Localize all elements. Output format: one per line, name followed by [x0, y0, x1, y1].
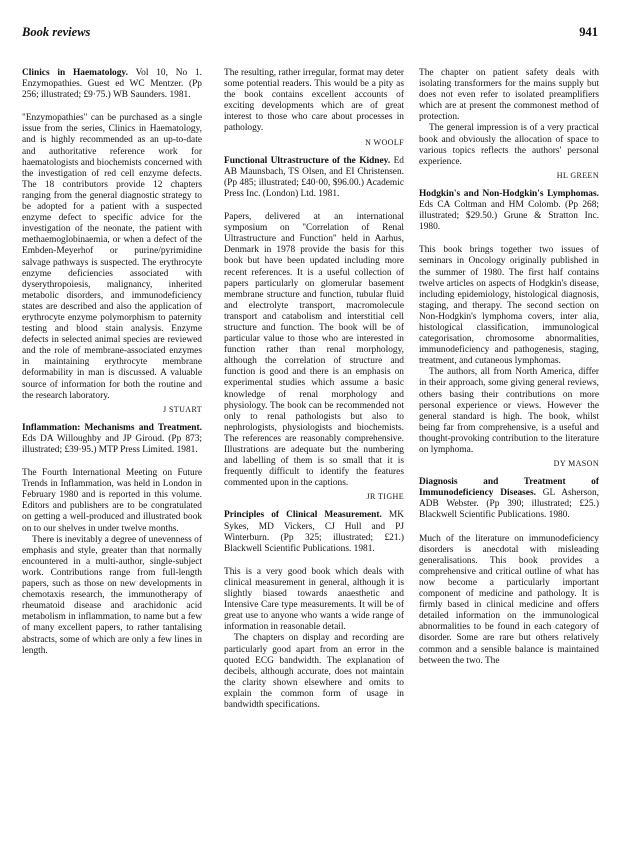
reviewer-name: N WOOLF — [365, 137, 404, 147]
review-immunodeficiency — [419, 477, 599, 667]
review-clinics-haematology — [22, 68, 202, 415]
review-body — [224, 212, 404, 489]
review-paragraph: The general impression is of a very practical book and obviously the allocation of space to various topics reflects the authors' personal experience. — [419, 123, 599, 167]
review-body — [22, 468, 202, 657]
reviewer-name: DY MASON — [553, 459, 599, 469]
column-3 — [419, 68, 599, 675]
book-info: MK Sykes, MD Vickers, CJ Hull and PJ Winterburn. (Pp 325; illustrated; £21.) Blackwell Scientific Publications. 1981. — [224, 510, 404, 554]
review-body — [419, 68, 599, 168]
review-paragraph: There is inevitably a degree of unevenness of emphasis and style, greater than that normally encountered in a multi-author, single-subject work. Contributions range from full-length papers, such as those on new developments in chemotaxis research, the immunotherapy of rheumatoid disease and arachidonic acid metabolism in inflammation, to name but a few of many excellent papers, to rather tantalising abstracts, some of which are only a few lines in length. — [22, 534, 202, 656]
review-body — [224, 567, 404, 711]
review-body — [419, 245, 599, 456]
column-1 — [22, 68, 202, 665]
review-paragraph: Much of the literature on immunodeficiency disorders is anecdotal with misleading generalisations. This book provides a comprehensive and critical outline of what has now become a particularly important component of medicine and pathology. It is firmly based in clinical medicine and offers detailed information on the immunological abnormalities to be found in each category of disorder. Some are rare but others relatively common and a sensible balance is maintained between the two. The — [419, 533, 599, 666]
review-paragraph: The resulting, rather irregular, format may deter some potential readers. This would be a pity as the book contains excellent accounts of exciting developments which are of great interest to those who care about processes in pathology. — [224, 68, 404, 134]
review-body — [22, 113, 202, 401]
review-heading — [419, 477, 599, 521]
review-heading — [224, 156, 404, 200]
review-heading — [419, 189, 599, 233]
section-title: Book reviews — [22, 25, 91, 39]
review-body — [224, 68, 404, 135]
review-paragraph: The chapters on display and recording are particularly good apart from an error in the quoted ECG bandwidth. The explanation of decibels, although accurate, does not maintain the clarity shown elsewhere and omits to explain the common form of usage in bandwidth specifications. — [224, 633, 404, 710]
review-heading — [22, 68, 202, 101]
book-info: Vol 10, No 1. Enzymopathies. Guest ed WC Mentzer. (Pp 256; illustrated; £9·75.) WB Saunders. 1981. — [22, 68, 202, 101]
review-paragraph: This book brings together two issues of seminars in Oncology originally published in the summer of 1980. The first half contains twelve articles on aspects of Hodgkin's disease, including epidemiology, histological diagnosis, staging, and therapy. The second section on Non-Hodgkin's lymphoma covers, inter alia, histological classification, immunological categorisation, chromosome abnormalities, immunodeficiency and pathogenesis, staging, treatment, and cutaneous lymphomas. — [419, 245, 599, 367]
book-info: Eds DA Willoughby and JP Giroud. (Pp 873; illustrated; £39·95.) MTP Press Limited. 1981. — [22, 433, 202, 455]
page-number: 941 — [579, 25, 598, 39]
reviewer-name: HL GREEN — [556, 170, 599, 180]
review-paragraph: Papers, delivered at an international symposium on "Correlation of Renal Ultrastructure and Function" held in Aarhus, Denmark in 1978 provide the basis for this book but have been updated including more recent references. It is a useful collection of papers particularly on glomerular basement membrane structure and function, tubular fluid and electrolyte transport, macromolecule transport and catabolism and interstitial cell structure and function. The book will be of particular value to those who are interested in function rather than renal morphology, although the correlation of structure and function is good and there is an emphasis on experimental studies which assume a basic knowledge of renal morphology and physiology. The book can be recommended not only to renal pathologists but also to nephrologists, physiologists and biochemists. The references are reasonably comprehensive. Illustrations are adequate but the numbering and labelling of them is so small that it is frequently difficult to identify the features commented upon in the captions. — [224, 212, 404, 489]
review-paragraph: The authors, all from North America, differ in their approach, some giving general reviews, others basing their contributions on more personal experience or views. However the general standard is high. The book, whilst being far from comprehensive, is a useful and thought-provoking contribution to the literature on lymphoma. — [419, 367, 599, 455]
review-inflammation-continued — [224, 68, 404, 148]
review-paragraph: The Fourth International Meeting on Future Trends in Inflammation, was held in London in February 1980 and is reported in this volume. Editors and publishers are to be congratulated on getting a well-produced and illustrated book on to our shelves in under twelve months. — [22, 468, 202, 534]
book-title: Inflammation: Mechanisms and Treatment. — [22, 422, 202, 433]
review-inflammation — [22, 423, 202, 657]
reviewer-name: J STUART — [163, 404, 202, 414]
review-clinical-measurement-continued — [419, 68, 599, 181]
review-lymphomas — [419, 189, 599, 469]
book-title: Functional Ultrastructure of the Kidney. — [224, 155, 391, 166]
review-paragraph: The chapter on patient safety deals with isolating transformers for the mains supply but does not even refer to isolated preamplifiers which are at present the commonest method of protection. — [419, 68, 599, 123]
column-2 — [224, 68, 404, 719]
book-title: Diagnosis and Treatment of Immunodeficiency Diseases. — [419, 477, 599, 499]
book-info: Eds CA Coltman and HM Colomb. (Pp 268; illustrated; $29.50.) Grune & Stratton Inc. 1980. — [419, 200, 599, 233]
review-heading — [224, 510, 404, 554]
book-info: Ed AB Maunsbach, TS Olsen, and EI Christensen. (Pp 485; illustrated; £40·00, $96.00.) Academic Press Inc. (London) Ltd. 1981. — [224, 155, 404, 199]
book-title: Principles of Clinical Measurement. — [224, 510, 382, 521]
review-body — [419, 534, 599, 667]
review-clinical-measurement — [224, 510, 404, 711]
review-kidney-ultrastructure — [224, 156, 404, 503]
review-paragraph: "Enzymopathies" can be purchased as a single issue from the series, Clinics in Haematology, and is highly recommended as an up-to-date and authoritative reference work for haematologists and biochemists concerned with the investigation of red cell enzyme defects. The 18 contributors provide 12 chapters ranging from the general diagnostic strategy to be adopted for a patient with a suspected enzyme defect to specific advice for the investigation of the neonate, the patient with methaemoglobinaemia, or when a defect of the Embden-Meyerhof or purine/pyrimidine salvage pathways is suspected. The erythrocyte enzyme deficiencies associated with dyserythropoiesis, malignancy, inherited metabolic disorders, and immunodeficiency states are described and also the application of erythrocyte enzyme polymorphism to paternity testing and blood stain analysis. Enzyme defects in selected animal species are reviewed and the role of membrane-associated enzymes in maintaining erythrocyte membrane deformability in man is discussed. A valuable source of information for both the routine and the research laboratory. — [22, 113, 202, 401]
reviewer-name: JR TIGHE — [366, 492, 404, 502]
book-title: Hodgkin's and Non-Hodgkin's Lymphomas. — [419, 188, 599, 199]
book-info: GL Asherson, ADB Webster. (Pp 390; illustrated; £25.) Blackwell Scientific Publications. 1980. — [419, 488, 599, 521]
review-heading — [22, 423, 202, 456]
review-paragraph: This is a very good book which deals with clinical measurement in general, although it is slightly biased towards anaesthetic and Intensive Care type measurements. It will be of great use to anyone who wants a wide range of information in reasonable detail. — [224, 566, 404, 633]
book-title: Clinics in Haematology. — [22, 68, 128, 78]
